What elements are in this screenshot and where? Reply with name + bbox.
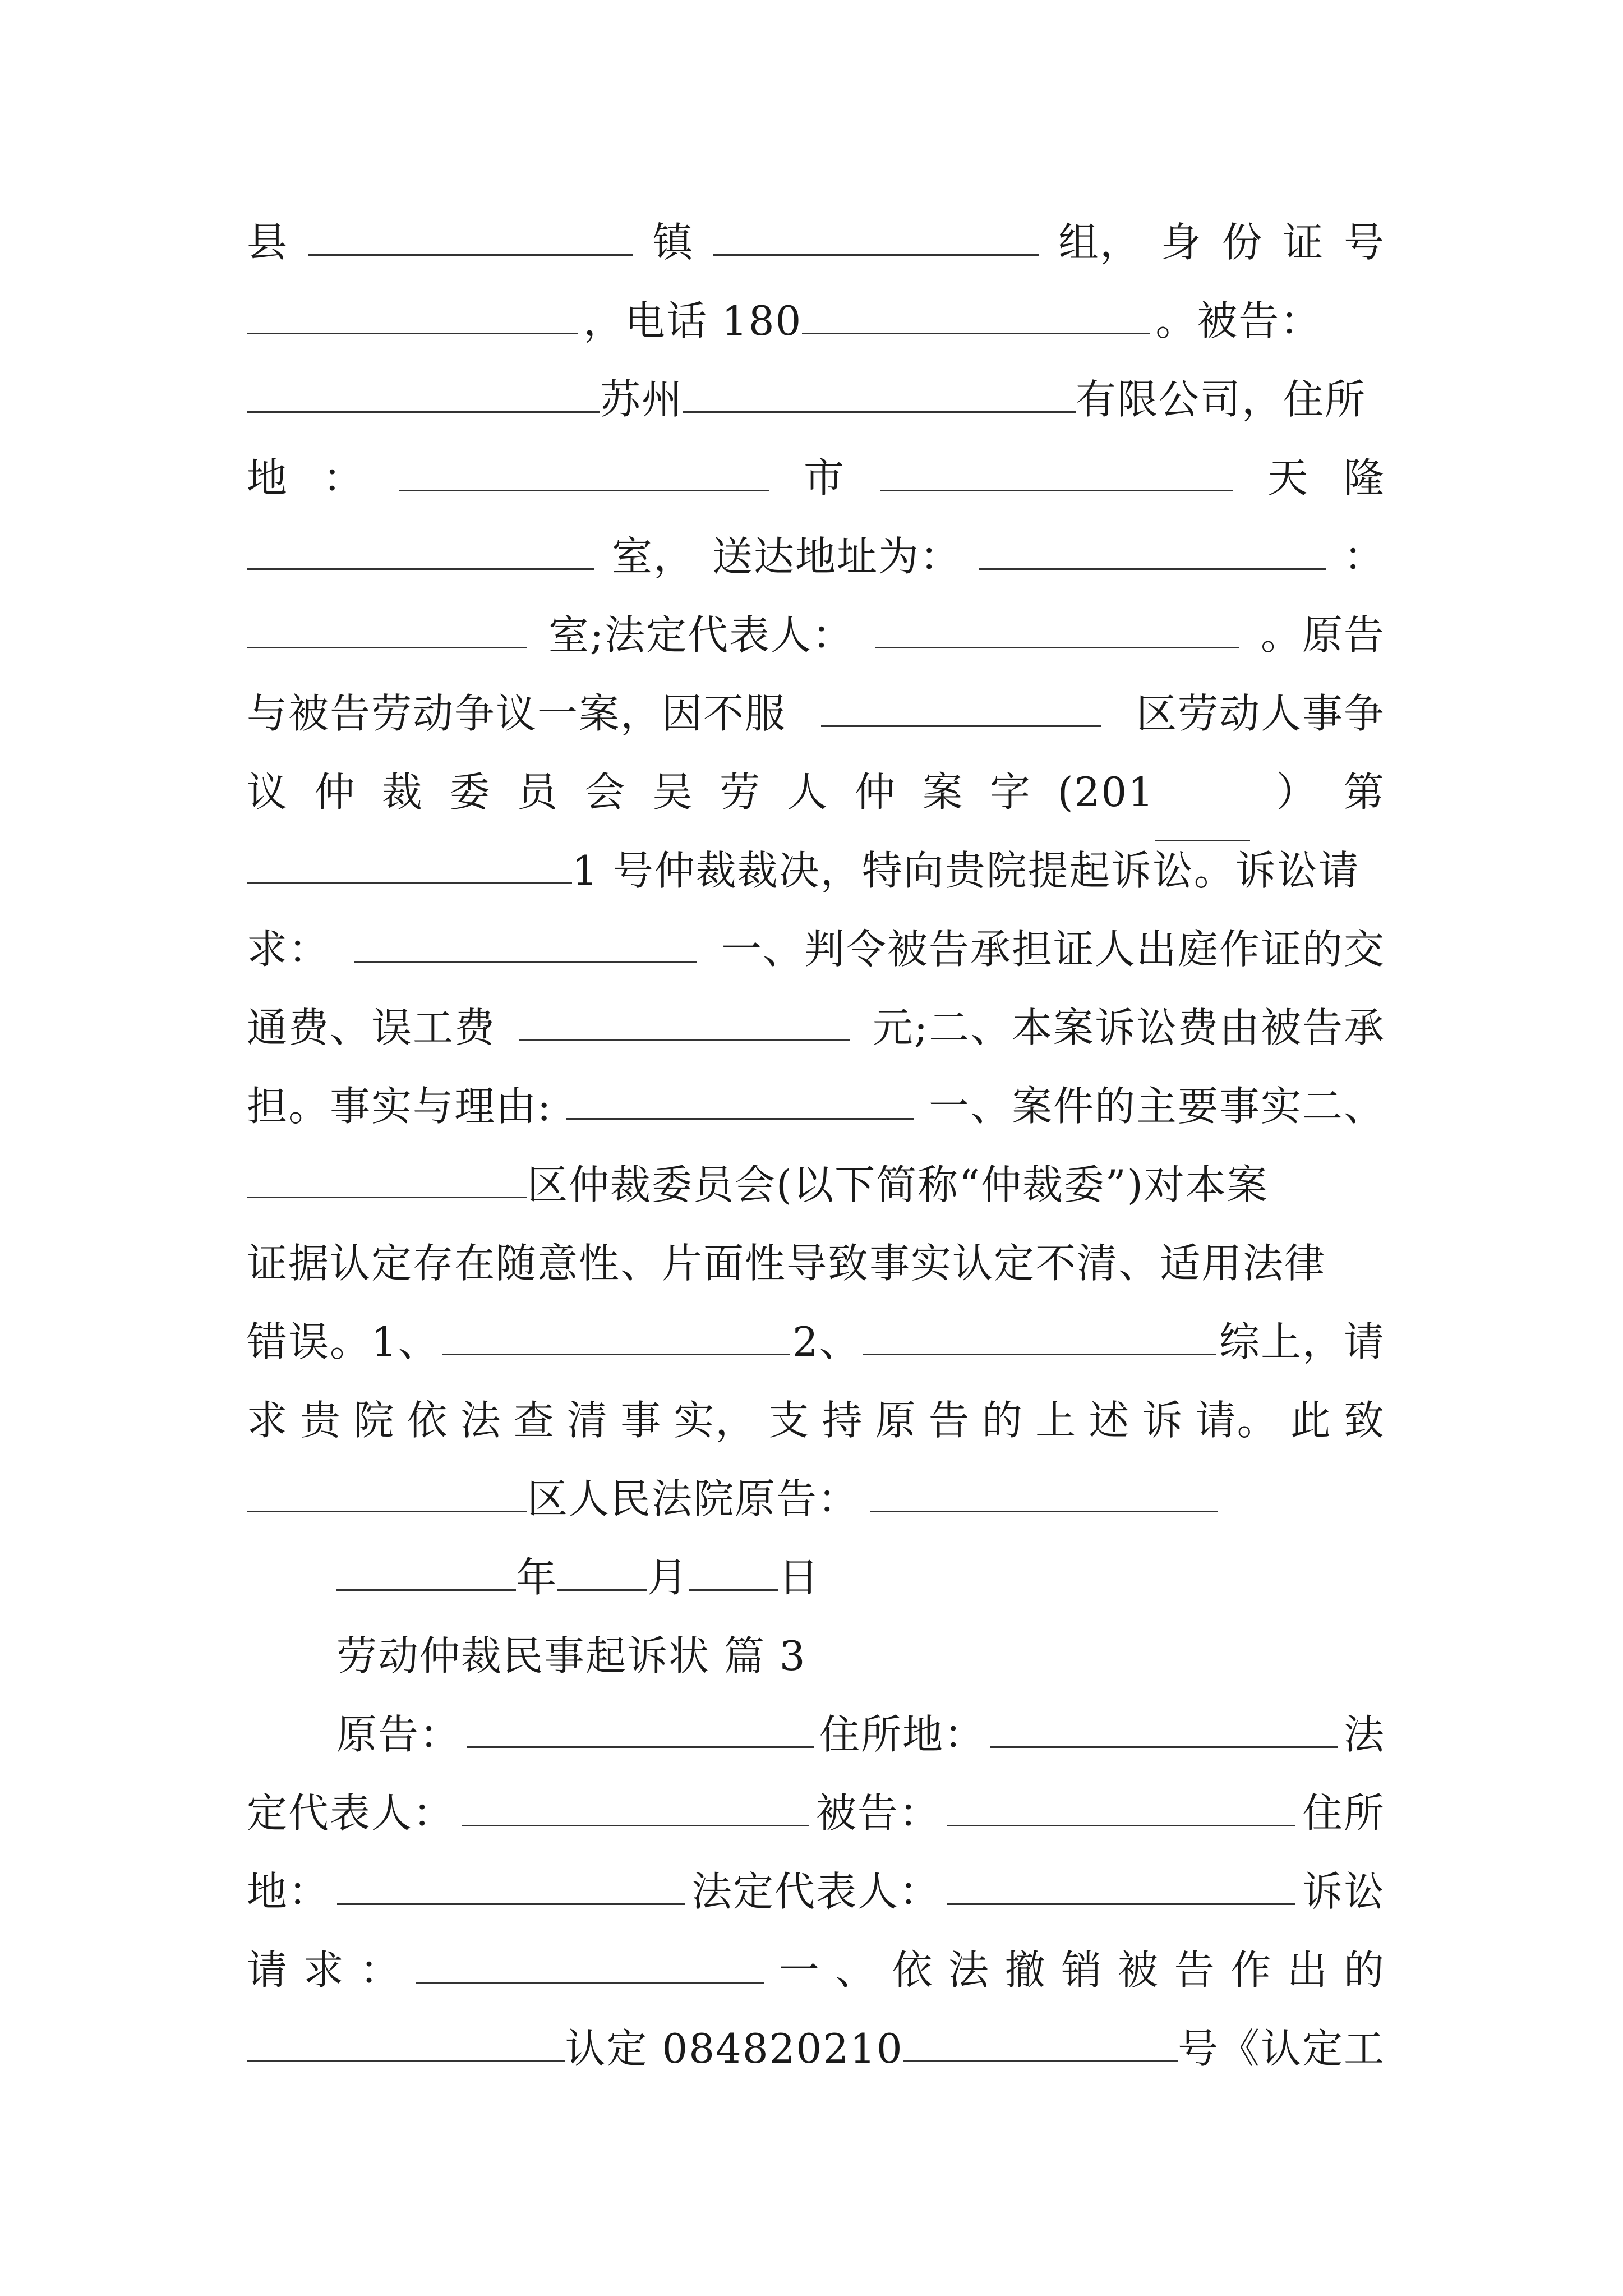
text-segment: 告 — [1174, 1947, 1216, 1994]
text-segment: 案 — [922, 769, 964, 816]
text-segment: 错误。1、 — [247, 1318, 440, 1365]
text-segment: 区人民法院原告： — [527, 1475, 860, 1522]
blank-field — [870, 1511, 1218, 1512]
text-segment: ，电话 180 — [583, 297, 803, 344]
text-segment: 作 — [1230, 1947, 1272, 1994]
text-line — [247, 444, 1385, 512]
text-segment: 被告： — [815, 1789, 940, 1837]
blank-field — [247, 882, 572, 884]
text-segment: 。被告： — [1155, 297, 1322, 344]
text-segment: 组， — [1058, 219, 1141, 266]
text-segment: 会 — [584, 769, 626, 816]
text-line — [247, 680, 1385, 747]
text-segment: 、 — [835, 1947, 877, 1994]
text-segment: 1 号仲裁裁决，特向贵院提起诉讼。诉讼请 — [572, 847, 1360, 894]
text-segment: 日 — [778, 1554, 820, 1601]
date-line — [336, 1544, 1385, 1611]
blank-field — [247, 1511, 527, 1512]
text-segment: ） — [1276, 769, 1318, 816]
text-segment: 求 — [303, 1947, 345, 1994]
text-line — [247, 1387, 1385, 1454]
text-segment: 人 — [787, 769, 829, 816]
blank-field — [903, 2060, 1178, 2062]
text-segment: 月 — [647, 1554, 689, 1601]
text-line — [247, 1230, 1385, 1297]
text-segment: 仲 — [314, 769, 356, 816]
blank-field — [337, 1903, 685, 1905]
blank-field — [336, 1589, 516, 1591]
text-segment: 仲 — [855, 769, 897, 816]
text-segment: 查 — [513, 1397, 555, 1444]
blank-field — [689, 1589, 778, 1591]
text-line — [247, 1858, 1385, 1925]
text-segment: 一、判令被告承担证人出庭作证的交 — [721, 926, 1385, 973]
blank-field — [247, 333, 578, 334]
blank-field — [247, 2060, 565, 2062]
text-segment: 定代表人： — [247, 1789, 455, 1837]
text-segment: 员 — [517, 769, 559, 816]
text-segment: 销 — [1061, 1947, 1103, 1994]
text-line — [247, 601, 1385, 669]
blank-field — [247, 568, 594, 570]
blank-field — [683, 411, 1076, 413]
text-line — [247, 1151, 1385, 1218]
text-segment: 送达地址为： — [712, 533, 961, 580]
text-segment: 出 — [1287, 1947, 1329, 1994]
text-segment: 告 — [928, 1397, 970, 1444]
text-segment: 持 — [822, 1397, 864, 1444]
text-segment: 认定 084820210 — [565, 2025, 903, 2072]
blank-field — [880, 490, 1233, 491]
text-line — [247, 994, 1385, 1061]
text-segment: 法定代表人： — [691, 1868, 940, 1915]
text-line — [336, 1701, 1385, 1768]
text-segment: 。原告 — [1260, 611, 1385, 659]
text-segment: 诉讼 — [1302, 1868, 1385, 1915]
text-segment: 被 — [1118, 1947, 1160, 1994]
text-segment: 原告： — [336, 1711, 462, 1758]
text-line — [247, 915, 1385, 983]
text-segment: 此 — [1290, 1397, 1332, 1444]
text-segment: 份 — [1221, 219, 1264, 266]
text-segment: 有限公司，住所 — [1076, 376, 1367, 423]
text-segment: 院 — [353, 1397, 395, 1444]
text-segment: 的 — [982, 1397, 1024, 1444]
text-segment: 撤 — [1004, 1947, 1046, 1994]
blank-field — [947, 1825, 1295, 1826]
text-segment: 法 — [1343, 1711, 1385, 1758]
text-segment: 的 — [1343, 1947, 1385, 1994]
text-segment: 室， — [611, 533, 695, 580]
text-segment: 担。事实与理由: — [247, 1083, 552, 1130]
blank-field — [247, 411, 600, 413]
blank-field — [566, 1118, 914, 1120]
text-segment: 镇 — [652, 219, 694, 266]
blank-field — [802, 333, 1150, 334]
blank-field — [557, 1589, 647, 1591]
text-segment: 请 — [247, 1947, 289, 1994]
text-segment: 实， — [674, 1397, 757, 1444]
text-segment: 苏州 — [600, 376, 684, 423]
text-segment: 诉 — [1142, 1397, 1184, 1444]
text-line — [247, 209, 1385, 276]
blank-field — [462, 1825, 809, 1826]
text-segment: 证 — [1283, 219, 1325, 266]
text-line — [247, 758, 1385, 826]
text-segment: 劳 — [720, 769, 762, 816]
text-segment: 隆 — [1343, 454, 1385, 501]
text-segment: 字 — [989, 769, 1031, 816]
text-segment: 住所 — [1302, 1789, 1385, 1837]
text-line — [247, 287, 1385, 355]
blank-field — [399, 490, 769, 491]
section-title — [336, 1622, 1385, 1690]
text-segment: 证据认定存在随意性、片面性导致事实认定不清、适用法律 — [247, 1240, 1326, 1287]
text-segment: ： — [1343, 533, 1385, 580]
blank-field — [947, 1903, 1295, 1905]
text-segment: 法 — [460, 1397, 502, 1444]
blank-field — [442, 1354, 790, 1355]
text-segment: 区仲裁委员会(以下简称“仲裁委”)对本案 — [527, 1161, 1269, 1208]
text-segment: 贵 — [300, 1397, 342, 1444]
text-segment: 依 — [407, 1397, 449, 1444]
text-segment: 室;法定代表人： — [548, 611, 854, 659]
text-segment: 原 — [875, 1397, 917, 1444]
text-segment: 身 — [1160, 219, 1202, 266]
text-segment: 市 — [803, 454, 845, 501]
blank-field — [467, 1746, 814, 1748]
text-segment: 与被告劳动争议一案，因不服 — [247, 690, 787, 737]
text-segment: 上 — [1035, 1397, 1077, 1444]
text-segment: 委 — [449, 769, 491, 816]
text-line — [247, 1936, 1385, 2004]
text-segment: 请。 — [1195, 1397, 1279, 1444]
year-field — [1057, 758, 1250, 826]
text-segment: 号《认定工 — [1177, 2025, 1385, 2072]
blank-field — [863, 1354, 1216, 1355]
text-segment: 住所地： — [819, 1711, 985, 1758]
blank-field — [416, 1982, 764, 1984]
text-line — [247, 1779, 1385, 1847]
text-segment: 通费、误工费 — [247, 1004, 496, 1051]
text-segment: 清 — [566, 1397, 608, 1444]
text-line — [247, 523, 1385, 590]
text-segment: 地 — [247, 454, 289, 501]
text-line — [247, 837, 1385, 904]
text-segment: 年 — [516, 1554, 558, 1601]
blank-field — [247, 1197, 527, 1198]
text-line — [247, 2015, 1385, 2082]
blank-field — [519, 1039, 850, 1041]
text-segment: 依 — [892, 1947, 934, 1994]
blank-field — [354, 961, 697, 963]
text-segment: 述 — [1089, 1397, 1131, 1444]
text-segment: 号 — [1343, 219, 1385, 266]
text-segment: 地： — [247, 1868, 330, 1915]
text-line — [247, 1465, 1385, 1533]
text-segment: 支 — [768, 1397, 810, 1444]
text-segment: 致 — [1343, 1397, 1385, 1444]
text-line — [247, 1073, 1385, 1140]
text-segment: 元;二、本案诉讼费由被告承 — [872, 1004, 1385, 1051]
text-line — [247, 1308, 1385, 1375]
blank-field — [713, 254, 1039, 256]
text-segment: (201 — [1057, 769, 1155, 816]
text-segment: 天 — [1267, 454, 1310, 501]
text-segment: 综上，请 — [1219, 1318, 1385, 1365]
text-segment: 第 — [1343, 769, 1385, 816]
text-segment: 一、案件的主要事实二、 — [928, 1083, 1385, 1130]
text-segment: ： — [359, 1947, 402, 1994]
blank-field — [990, 1746, 1338, 1748]
text-segment: 县 — [247, 219, 289, 266]
text-segment: 区劳动人事争 — [1136, 690, 1385, 737]
text-segment: 事 — [620, 1397, 662, 1444]
text-segment: 求 — [247, 1397, 289, 1444]
section-title-text: 劳动仲裁民事起诉状 篇 3 — [336, 1632, 806, 1680]
blank-field — [875, 647, 1239, 648]
blank-field — [979, 568, 1326, 570]
text-segment: 2、 — [792, 1318, 861, 1365]
text-segment: ： — [322, 454, 365, 501]
text-segment: 法 — [948, 1947, 990, 1994]
text-segment: 吴 — [652, 769, 694, 816]
blank-field — [247, 647, 527, 648]
blank-field — [821, 725, 1101, 727]
text-segment: 一 — [778, 1947, 820, 1994]
text-line — [247, 366, 1385, 433]
blank-field — [308, 254, 633, 256]
text-segment: 议 — [247, 769, 289, 816]
text-segment: 裁 — [381, 769, 423, 816]
text-segment: 求： — [247, 926, 330, 973]
